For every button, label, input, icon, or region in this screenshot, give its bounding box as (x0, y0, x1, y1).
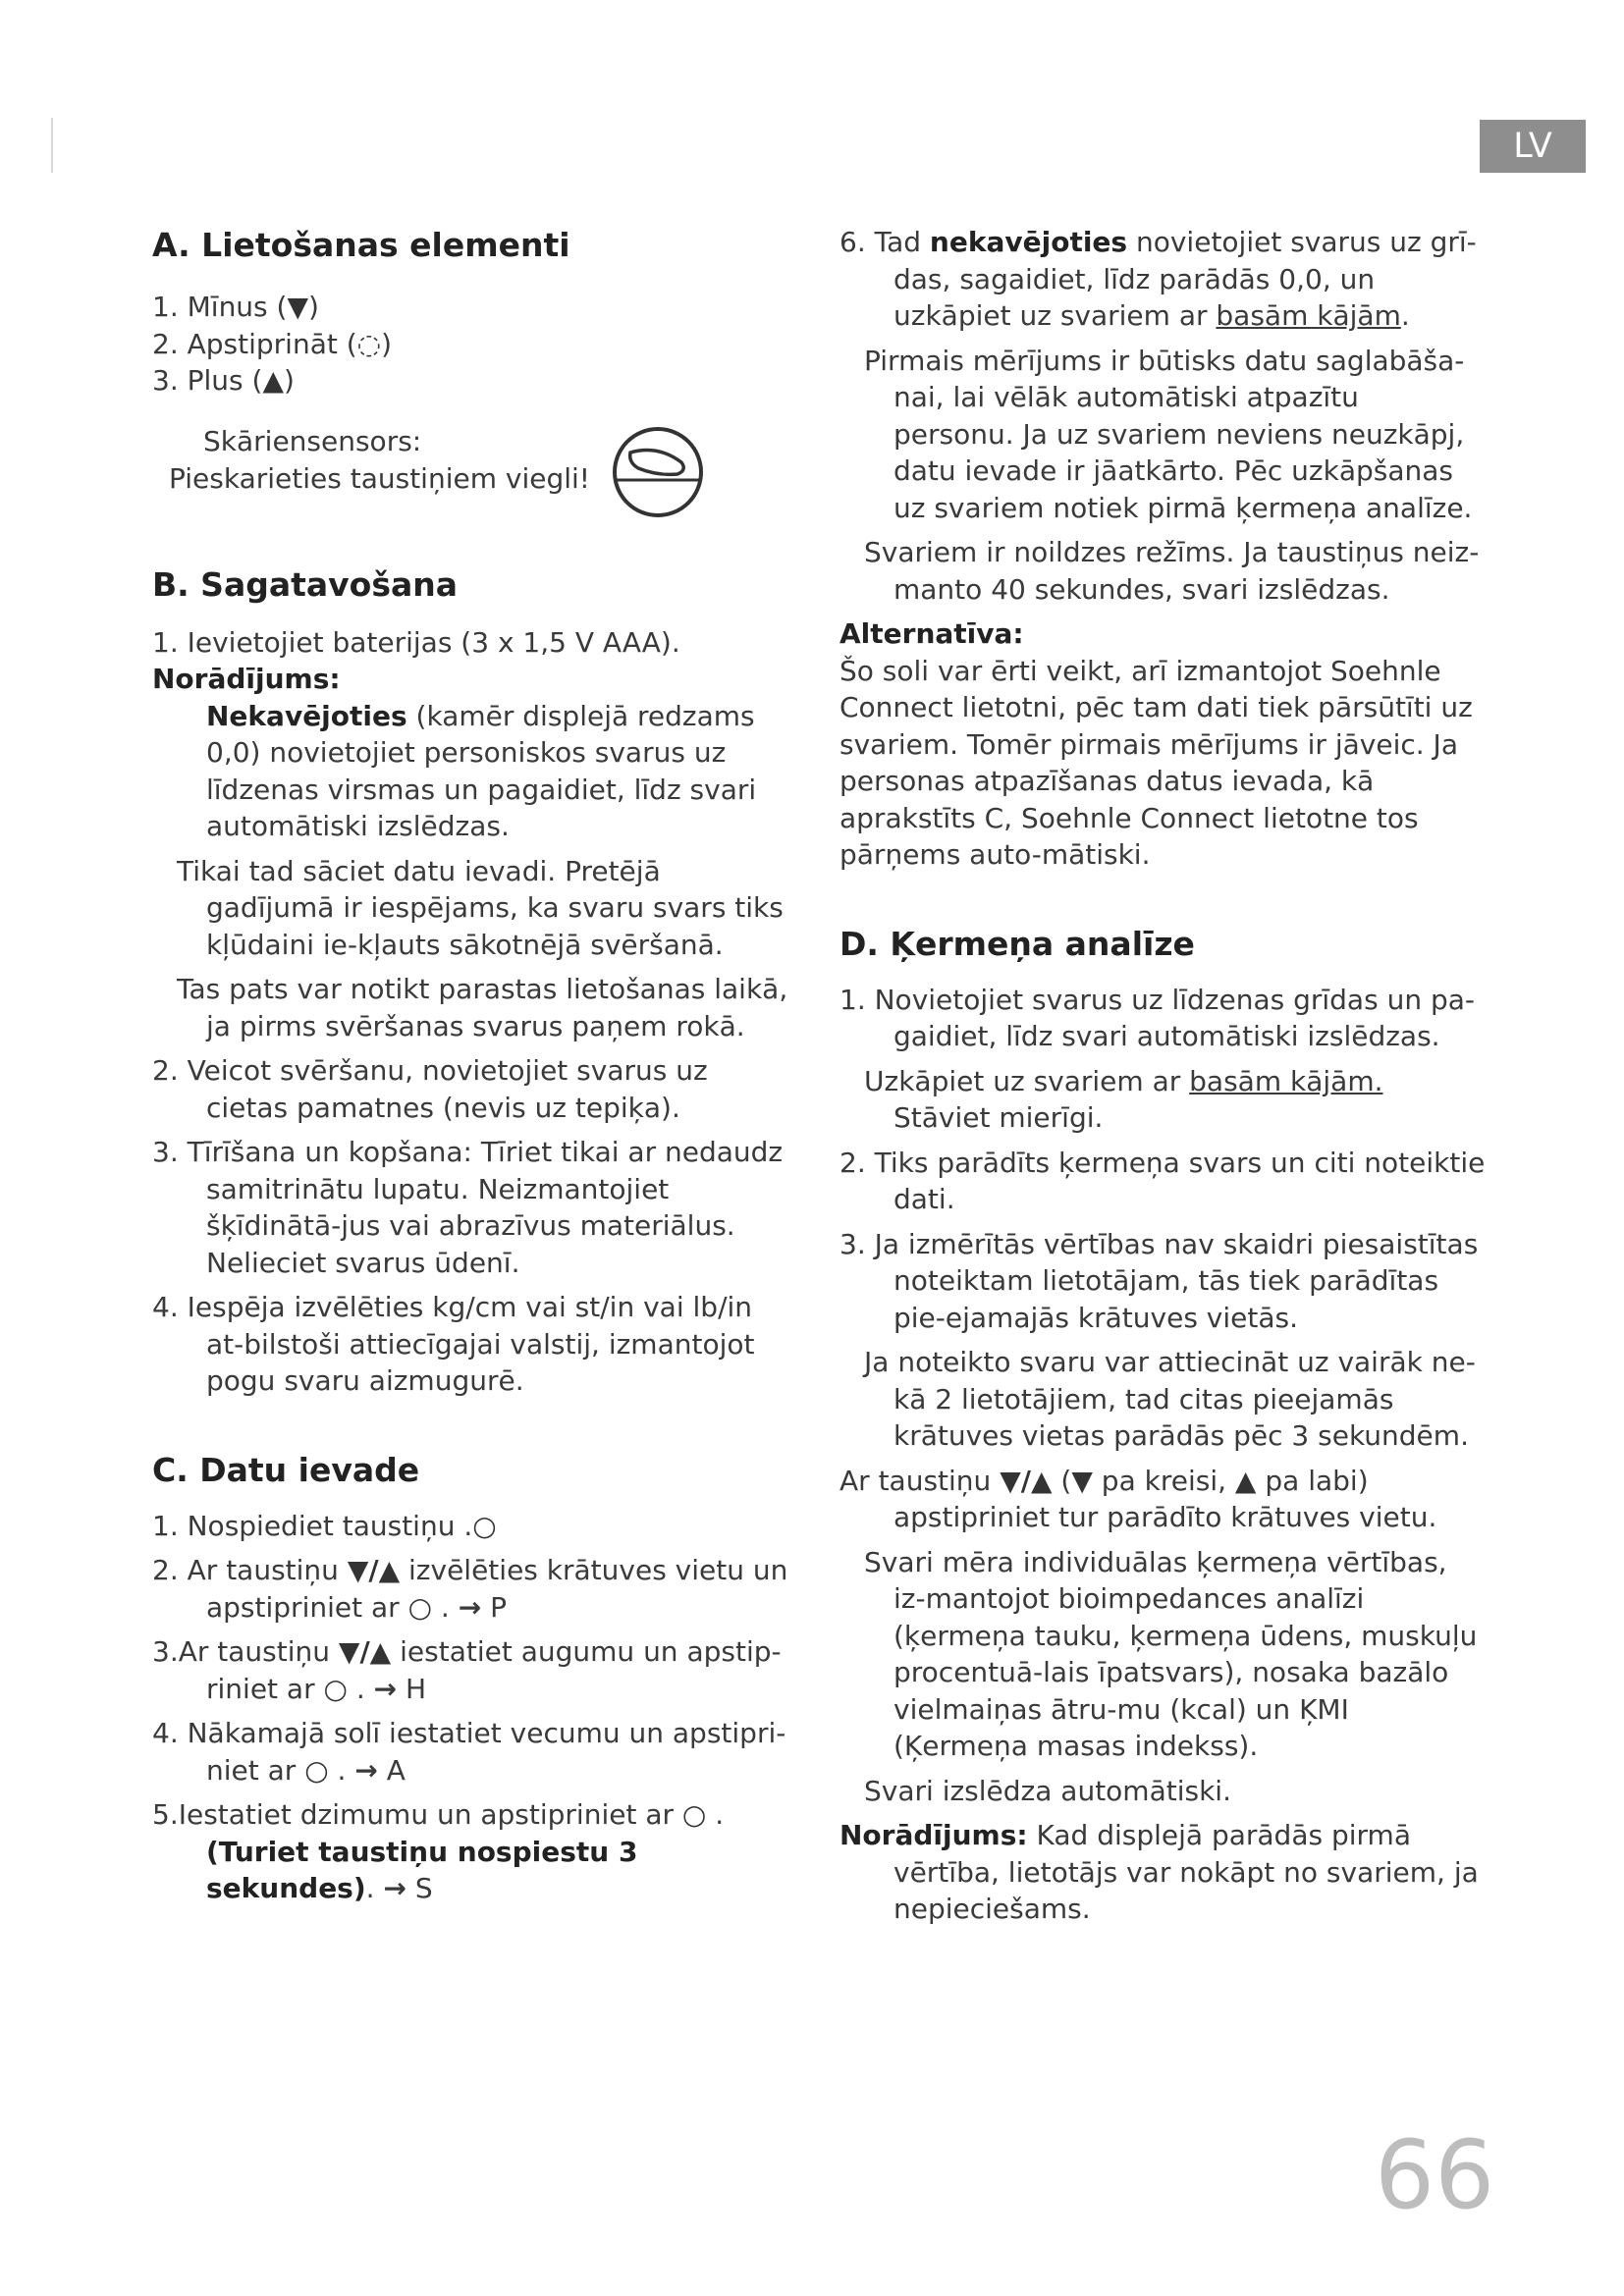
confirm-icon: ◌ (356, 327, 382, 360)
left-column (152, 224, 790, 1907)
confirm-icon: ○ (407, 1590, 432, 1624)
analysis-paragraph-1: Uzkāpiet uz svariem ar basām kājām. Stāviet mierīgi. (864, 1064, 1383, 1134)
minus-icon: ▼ (1071, 1464, 1093, 1497)
data-entry-step-4: 4. Nākamajā solī iestatiet vecumu un apstipri-niet ar ○ . → A (152, 1715, 790, 1789)
prep-step-4: 4. Iespēja izvēlēties kg/cm vai st/in vai lb/in at-bilstoši attiecīgajai valstij, izmantojot pogu svaru aizmugurē. (152, 1291, 755, 1397)
minus-plus-icon: ▼/▲ (1000, 1464, 1053, 1497)
section-b-title: B. Sagatavošana (152, 564, 459, 604)
analysis-paragraph-2: Ja noteikto svaru var attiecināt uz vairāk ne-kā 2 lietotājiem, tad citas pieejamās krātuves vietas parādās pēc 3 sekundēm. (864, 1346, 1476, 1452)
data-entry-step-5: 5.Iestatiet dzimumu un apstipriniet ar ○ . (Turiet taustiņu nospiestu 3 sekundes). → S (152, 1798, 725, 1904)
section-a-title: A. Lietošanas elementi (152, 226, 570, 264)
confirm-icon: ○ (323, 1672, 348, 1705)
section-c-title: C. Datu ievade (152, 1450, 420, 1489)
analysis-paragraph-3: Ar taustiņu ▼/▲ (▼ pa kreisi, ▲ pa labi) apstipriniet tur parādīto krātuves vietu. (839, 1464, 1437, 1533)
section-d-title: D. Ķermeņa analīze (839, 924, 1195, 963)
prep-note-heading: Norādījums: (152, 663, 341, 695)
prep-paragraph-1: Tikai tad sāciet datu ievadi. Pretējā gadījumā ir iespējams, ka svaru svars tiks kļūdaini ie-kļauts sākotnējā svēršanā. (177, 854, 784, 961)
sensor-hint-text: Pieskarieties taustiņiem viegli! (169, 461, 591, 495)
touch-sensor-hint (152, 423, 790, 526)
control-item-minus: 1. Mīnus (▼) (152, 289, 790, 326)
confirm-icon: ○ (304, 1753, 329, 1787)
prep-note-text: Nekavējoties (kamēr displejā redzams 0,0) novietojiet personiskos svarus uz līdzenas virsmas un pagaidiet, līdz svari automātiski izslēdzas. (206, 699, 757, 842)
right-column (839, 224, 1488, 1928)
prep-step-2: 2. Veicot svēršanu, novietojiet svarus uz cietas pamatnes (nevis uz tepiķa). (152, 1054, 708, 1124)
alternative-heading: Alternatīva: (839, 617, 1024, 650)
confirm-icon: ○ (681, 1798, 707, 1831)
analysis-step-1: 1. Novietojiet svarus uz līdzenas grīdas un pa-gaidiet, līdz svari automātiski izslēdzas. (839, 983, 1476, 1052)
minus-plus-icon: ▼/▲ (338, 1635, 392, 1668)
touch-finger-icon (609, 423, 707, 521)
plus-icon: ▲ (1234, 1464, 1257, 1497)
analysis-paragraph-5: Svari izslēdza automātiski. (864, 1774, 1231, 1807)
first-measurement-paragraph: Pirmais mērījums ir būtisks datu saglabāša-nai, lai vēlāk automātiski atpazītu personu. Ja uz svariem neviens neuzkāpj, datu ievade ir jāatkārto. Pēc uzkāpšanas uz svariem notiek pirmā ķermeņa analīze. (864, 344, 1473, 524)
control-item-plus: 3. Plus (▲) (152, 362, 790, 400)
language-tab: LV (1480, 120, 1586, 173)
arrow-icon: → (383, 1872, 406, 1904)
analysis-note: Norādījums: Kad displejā parādās pirmā vērtība, lietotājs var nokāpt no svariem, ja nepieciešams. (839, 1819, 1479, 1925)
arrow-icon: → (458, 1590, 482, 1624)
analysis-step-2: 2. Tiks parādīts ķermeņa svars un citi noteiktie dati. (839, 1146, 1486, 1215)
data-entry-step-3: 3.Ar taustiņu ▼/▲ iestatiet augumu un apstip-riniet ar ○ . → H (152, 1633, 790, 1707)
prep-step-1: 1. Ievietojiet baterijas (3 x 1,5 V AAA). (152, 625, 680, 659)
minus-icon: ▼ (287, 291, 309, 323)
analysis-paragraph-4: Svari mēra individuālas ķermeņa vērtības, iz-mantojot bioimpedances analīzi (ķermeņa tauku, ķermeņa ūdens, muskuļu procentuā-lais īpatsvars), nosaka bazālo vielmaiņas ātru-mu (kcal) un ĶMI (Ķermeņa masas indekss). (864, 1545, 1478, 1762)
prep-paragraph-2: Tas pats var notikt parastas lietošanas laikā, ja pirms svēršanas svarus paņem rokā. (177, 973, 788, 1042)
arrow-icon: → (354, 1753, 378, 1787)
timeout-paragraph: Svariem ir noildzes režīms. Ja taustiņus neiz-manto 40 sekundes, svari izslēdzas. (864, 536, 1480, 606)
analysis-step-3: 3. Ja izmērītās vērtības nav skaidri piesaistītas noteiktam lietotājam, tās tiek parādītas pie-ejamajās krātuves vietās. (839, 1227, 1479, 1334)
minus-plus-icon: ▼/▲ (347, 1554, 401, 1586)
confirm-icon: ○ (472, 1509, 497, 1542)
data-entry-step-6: 6. Tad nekavējoties novietojiet svarus uz grī-das, sagaidiet, līdz parādās 0,0, un uzkāpiet uz svariem ar basām kājām. (839, 226, 1477, 332)
page-edge-mark (51, 118, 53, 173)
prep-step-3: 3. Tīrīšana un kopšana: Tīriet tikai ar nedaudz samitrinātu lupatu. Neizmantojiet šķīdinātā-jus vai abrazīvus materiālus. Nelieciet svarus ūdenī. (152, 1136, 784, 1279)
alternative-text: Šo soli var ērti veikt, arī izmantojot Soehnle Connect lietotni, pēc tam dati tiek pārsūtīti uz svariem. Tomēr pirmais mērījums ir jāveic. Ja personas atpazīšanas datus ievada, kā aprakstīts C, Soehnle Connect lietotne tos pārņems auto-mātiski. (839, 654, 1473, 871)
page-number: 66 (1375, 2120, 1495, 2230)
plus-icon: ▲ (262, 364, 284, 397)
arrow-icon: → (373, 1672, 398, 1705)
sensor-label: Skāriensensors: (203, 424, 422, 457)
control-item-confirm: 2. Apstiprināt (◌) (152, 326, 790, 363)
data-entry-step-2: 2. Ar taustiņu ▼/▲ izvēlēties krātuves vietu un apstipriniet ar ○ . → P (152, 1552, 790, 1626)
data-entry-step-1: 1. Nospiediet taustiņu .○ (152, 1508, 790, 1545)
